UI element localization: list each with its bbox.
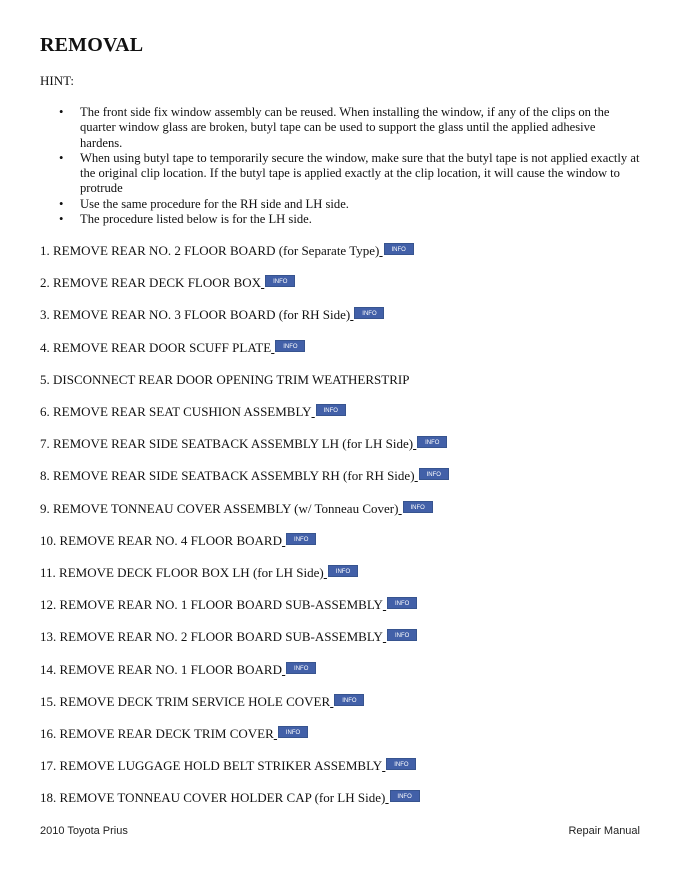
procedure-step bbox=[40, 307, 384, 325]
link-underline bbox=[382, 758, 385, 774]
link-underline bbox=[413, 436, 416, 452]
procedure-step bbox=[40, 372, 409, 390]
procedure-step-text: 8. REMOVE REAR SIDE SEATBACK ASSEMBLY RH (for RH Side) bbox=[40, 468, 415, 484]
procedure-step bbox=[40, 629, 417, 647]
procedure-step bbox=[40, 275, 295, 293]
procedure-step bbox=[40, 597, 417, 615]
procedure-step bbox=[40, 565, 358, 583]
hint-list bbox=[40, 105, 640, 227]
info-link-button[interactable]: INFO bbox=[286, 662, 316, 674]
procedure-step bbox=[40, 404, 346, 422]
procedure-step-text: 10. REMOVE REAR NO. 4 FLOOR BOARD bbox=[40, 532, 282, 548]
procedure-step-text: 15. REMOVE DECK TRIM SERVICE HOLE COVER bbox=[40, 693, 331, 709]
procedure-step-text: 6. REMOVE REAR SEAT CUSHION ASSEMBLY bbox=[40, 404, 312, 419]
procedure-step-text: 3. REMOVE REAR NO. 3 FLOOR BOARD (for RH Side) bbox=[40, 307, 351, 323]
procedure-step bbox=[40, 436, 447, 454]
link-underline bbox=[379, 243, 382, 259]
footer-model: 2010 Toyota Prius bbox=[40, 825, 128, 837]
procedure-step bbox=[40, 533, 316, 551]
info-link-button[interactable]: INFO bbox=[354, 307, 384, 319]
procedure-step-text: 17. REMOVE LUGGAGE HOLD BELT STRIKER ASSEMBLY bbox=[40, 758, 383, 774]
info-link-button[interactable]: INFO bbox=[278, 726, 308, 738]
procedure-step-text: 4. REMOVE REAR DOOR SCUFF PLATE bbox=[40, 339, 272, 355]
procedure-step bbox=[40, 790, 420, 808]
info-link-button[interactable]: INFO bbox=[419, 468, 449, 480]
procedure-step-text: 11. REMOVE DECK FLOOR BOX LH (for LH Side) bbox=[40, 565, 324, 580]
link-underline bbox=[398, 501, 401, 517]
info-link-button[interactable]: INFO bbox=[316, 404, 346, 416]
link-underline bbox=[383, 597, 386, 613]
page-title: REMOVAL bbox=[40, 34, 144, 56]
procedure-step bbox=[40, 758, 416, 776]
procedure-step bbox=[40, 662, 316, 680]
procedure-step-text: 7. REMOVE REAR SIDE SEATBACK ASSEMBLY LH (for LH Side) bbox=[40, 436, 414, 452]
link-underline bbox=[282, 533, 285, 549]
info-link-button[interactable]: INFO bbox=[387, 597, 417, 609]
hint-label: HINT: bbox=[40, 73, 75, 88]
info-link-button[interactable]: INFO bbox=[384, 243, 414, 255]
procedure-step bbox=[40, 340, 305, 358]
procedure-step-text: 13. REMOVE REAR NO. 2 FLOOR BOARD SUB-ASSEMBLY bbox=[40, 629, 383, 645]
procedure-step bbox=[40, 694, 364, 712]
procedure-step-text: 16. REMOVE REAR DECK TRIM COVER bbox=[40, 726, 274, 741]
link-underline bbox=[271, 340, 274, 356]
info-link-button[interactable]: INFO bbox=[390, 790, 420, 802]
info-link-button[interactable]: INFO bbox=[286, 533, 316, 545]
hint-item: • The front side fix window assembly can be reused. When installing the window, if any of the clips on the quarter window glass are broken, butyl tape can be used to support the glass until the applied adhesive hardens. bbox=[40, 105, 640, 151]
link-underline bbox=[312, 404, 315, 420]
procedure-step bbox=[40, 501, 433, 519]
info-link-button[interactable]: INFO bbox=[275, 340, 305, 352]
procedure-step-text: 12. REMOVE REAR NO. 1 FLOOR BOARD SUB-ASSEMBLY bbox=[40, 597, 383, 613]
info-link-button[interactable]: INFO bbox=[334, 694, 364, 706]
link-underline bbox=[324, 565, 327, 581]
procedure-step bbox=[40, 726, 308, 744]
link-underline bbox=[274, 726, 277, 742]
footer-manual: Repair Manual bbox=[568, 825, 640, 837]
procedure-step bbox=[40, 468, 449, 486]
hint-item: • Use the same procedure for the RH side and LH side. bbox=[40, 197, 640, 212]
procedure-step-text: 9. REMOVE TONNEAU COVER ASSEMBLY (w/ Tonneau Cover) bbox=[40, 500, 399, 516]
info-link-button[interactable]: INFO bbox=[328, 565, 358, 577]
link-underline bbox=[385, 790, 388, 806]
link-underline bbox=[350, 307, 353, 323]
link-underline bbox=[282, 662, 285, 678]
info-link-button[interactable]: INFO bbox=[265, 275, 295, 287]
procedure-step-text: 2. REMOVE REAR DECK FLOOR BOX bbox=[40, 275, 262, 291]
info-link-button[interactable]: INFO bbox=[417, 436, 447, 448]
procedure-step-text: 5. DISCONNECT REAR DOOR OPENING TRIM WEATHERSTRIP bbox=[40, 371, 410, 387]
link-underline bbox=[383, 629, 386, 645]
procedure-step-text: 18. REMOVE TONNEAU COVER HOLDER CAP (for LH Side) bbox=[40, 790, 386, 806]
link-underline bbox=[261, 275, 264, 291]
link-underline bbox=[330, 694, 333, 710]
link-underline bbox=[415, 468, 418, 484]
info-link-button[interactable]: INFO bbox=[386, 758, 416, 770]
hint-item: • The procedure listed below is for the LH side. bbox=[40, 212, 640, 227]
info-link-button[interactable]: INFO bbox=[403, 501, 433, 513]
procedure-step bbox=[40, 243, 414, 261]
procedure-step-text: 14. REMOVE REAR NO. 1 FLOOR BOARD bbox=[40, 661, 282, 677]
hint-item: • When using butyl tape to temporarily secure the window, make sure that the butyl tape is not applied exactly at the original clip location. If the butyl tape is applied exactly at the clip location, it will cause the window to protrude bbox=[40, 151, 640, 197]
info-link-button[interactable]: INFO bbox=[387, 629, 417, 641]
procedure-step-text: 1. REMOVE REAR NO. 2 FLOOR BOARD (for Separate Type) bbox=[40, 243, 380, 258]
